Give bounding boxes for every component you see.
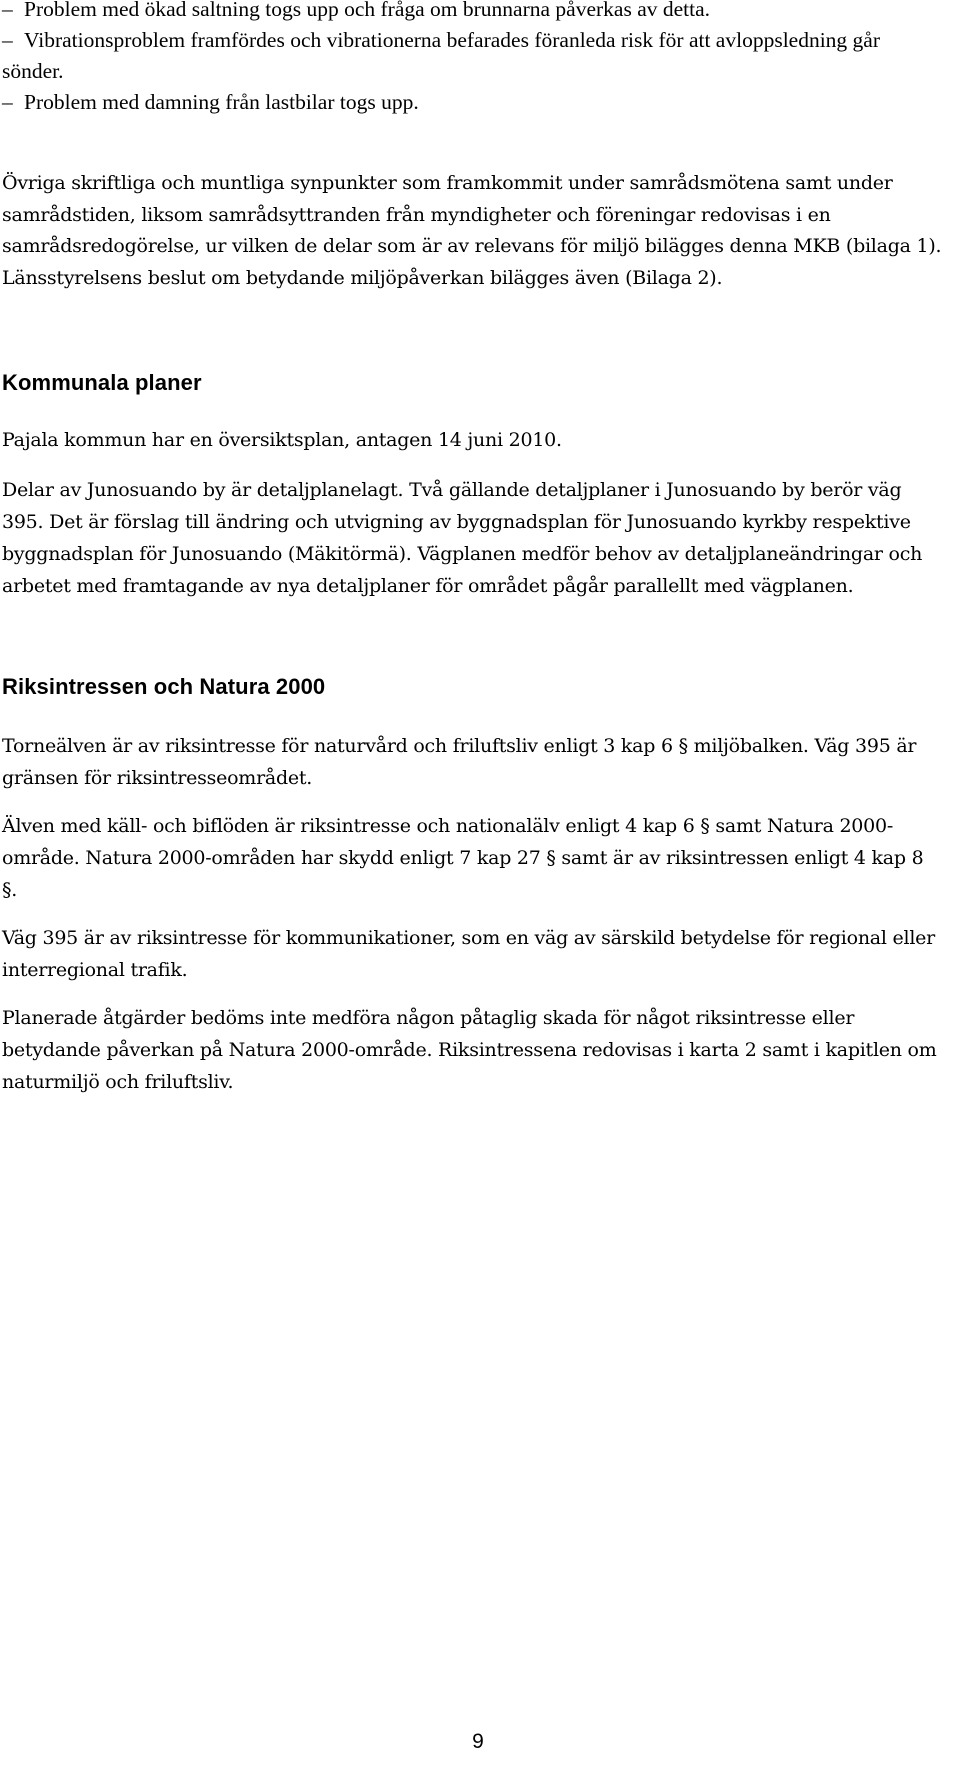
section-heading-riksintressen: Riksintressen och Natura 2000 — [2, 674, 326, 699]
bullet-dash: – — [2, 0, 13, 21]
list-item-text: Vibrationsproblem framfördes och vibrationerna befarades föranleda risk för att avloppsledning går sönder. — [2, 28, 881, 83]
paragraph: Pajala kommun har en översiktsplan, antagen 14 juni 2010. — [2, 429, 562, 451]
paragraph: Torneälven är av riksintresse för naturvård och friluftsliv enligt 3 kap 6 § miljöbalken. Väg 395 är gränsen för riksintresseområdet. — [2, 735, 917, 789]
list-item-text: Problem med damning från lastbilar togs upp. — [24, 90, 419, 114]
list-item — [2, 25, 932, 87]
list-item — [2, 87, 932, 118]
synpunkter-list — [2, 0, 932, 118]
paragraph: Väg 395 är av riksintresse för kommunikationer, som en väg av särskild betydelse för regional eller interregional trafik. — [2, 927, 935, 981]
page-number: 9 — [472, 1730, 484, 1753]
bullet-dash: – — [2, 28, 13, 52]
intro-paragraph: Övriga skriftliga och muntliga synpunkter som framkommit under samrådsmötena samt under samrådstiden, liksom samrådsyttranden från myndigheter och föreningar redovisas i en samrådsredogörelse, ur vilken de delar som är av relevans för miljö bilägges denna MKB (bilaga 1). Länsstyrelsens beslut om betydande miljöpåverkan bilägges även (Bilaga 2). — [2, 172, 942, 289]
bullet-dash: – — [2, 90, 13, 114]
paragraph: Delar av Junosuando by är detaljplanelagt. Två gällande detaljplaner i Junosuando by berör väg 395. Det är förslag till ändring och utvigning av byggnadsplan för Junosuando kyrkby respektive byggnadsplan för Junosuando (Mäkitörmä). Vägplanen medför behov av detaljplaneändringar och arbetet med framtagande av nya detaljplaner för området pågår parallellt med vägplanen. — [2, 479, 923, 597]
paragraph: Älven med käll- och biflöden är riksintresse och nationalälv enligt 4 kap 6 § samt Natura 2000-område. Natura 2000-områden har skydd enligt 7 kap 27 § samt är av riksintressen enligt 4 kap 8 §. — [2, 815, 924, 901]
paragraph: Planerade åtgärder bedöms inte medföra någon påtaglig skada för något riksintresse eller betydande påverkan på Natura 2000-område. Riksintressena redovisas i karta 2 samt i kapitlen om naturmiljö och friluftsliv. — [2, 1007, 937, 1093]
list-item-text: Problem med ökad saltning togs upp och fråga om brunnarna påverkas av detta. — [24, 0, 711, 21]
list-item — [2, 0, 932, 25]
section-heading-kommunala-planer: Kommunala planer — [2, 370, 202, 395]
